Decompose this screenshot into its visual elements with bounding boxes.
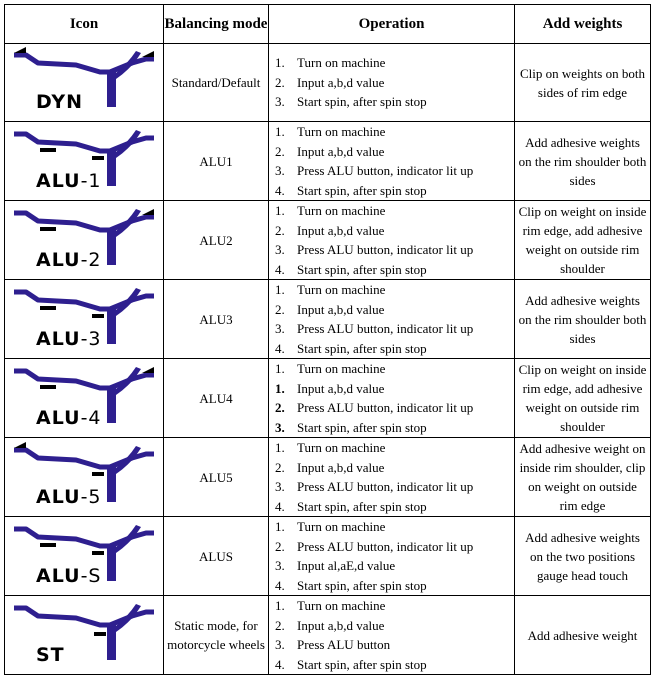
wheel-spoke: [107, 288, 141, 344]
wheel-profile-icon: [10, 361, 158, 436]
clip-weight-outer: [14, 442, 26, 448]
mode-icon-label: [36, 249, 102, 271]
step-number: 4.: [275, 656, 285, 672]
step-text: Turn on machine: [297, 361, 386, 376]
operation-step: [275, 379, 514, 399]
step-text: Turn on machine: [297, 55, 386, 71]
operation-cell: [269, 359, 515, 438]
step-text: Press ALU button, indicator lit up: [297, 479, 474, 494]
table-row: [5, 359, 651, 438]
step-text: Start spin, after spin stop: [297, 498, 427, 514]
mode-icon-label-main: ALU: [36, 485, 81, 508]
operation-step: [275, 517, 514, 537]
header-operation: Operation: [269, 5, 515, 44]
wheel-spoke: [107, 446, 141, 502]
operation-step: [275, 655, 514, 675]
mode-icon-label-suffix: -S: [80, 564, 102, 587]
operation-step: [275, 142, 514, 162]
step-text: Press ALU button, indicator lit up: [297, 400, 474, 415]
step-text: Turn on machine: [297, 519, 386, 534]
wheel-spoke: [107, 130, 141, 186]
table-row: [5, 438, 651, 517]
wheel-profile-icon: [10, 282, 158, 357]
operation-step: [275, 53, 514, 73]
step-number: 4.: [275, 498, 285, 514]
step-text: Input a,b,d value: [297, 617, 385, 633]
operation-step: [275, 477, 514, 497]
static-weight: [94, 632, 106, 636]
step-number: 3.: [275, 558, 285, 573]
clip-weight-inner: [142, 51, 154, 57]
mode-icon-label: [36, 565, 101, 587]
step-number: 1.: [275, 440, 285, 455]
step-number: 1.: [275, 380, 285, 396]
step-number: 3.: [275, 637, 285, 652]
mode-icon-label-main: DYN: [36, 91, 84, 113]
mode-icon-label: [36, 644, 65, 666]
wheel-profile-icon: [10, 519, 158, 594]
step-number: 1.: [275, 282, 285, 297]
step-number: 1.: [275, 203, 285, 218]
step-number: 2.: [275, 74, 285, 90]
operation-step: [275, 240, 514, 260]
icon-cell: [5, 44, 164, 122]
wheel-spoke: [107, 51, 141, 107]
operation-step: [275, 73, 514, 93]
wheel-spoke: [107, 525, 141, 581]
balancing-mode-cell: ALU2: [164, 201, 269, 280]
step-text: Input a,b,d value: [297, 301, 385, 317]
step-number: 2.: [275, 538, 285, 554]
mode-icon-label: [36, 91, 83, 113]
mode-icon-label-suffix: -3: [80, 327, 102, 350]
add-weights-cell: Add adhesive weight on inside rim shoulder, clip on weight on outside rim edge: [515, 438, 651, 517]
step-text: Input a,b,d value: [297, 222, 385, 238]
add-weights-cell: Add adhesive weight: [515, 596, 651, 675]
operation-step: [275, 92, 514, 112]
wheel-profile-icon: [10, 203, 158, 278]
mode-icon-label: [36, 486, 102, 508]
mode-icon-label-main: ALU: [36, 327, 81, 350]
operation-step: [275, 537, 514, 557]
operation-cell: [269, 517, 515, 596]
step-number: 2.: [275, 400, 285, 415]
step-text: Press ALU button, indicator lit up: [297, 242, 474, 257]
step-text: Turn on machine: [297, 440, 386, 455]
icon-cell: [5, 517, 164, 596]
mode-icon-label-suffix: -5: [80, 485, 102, 508]
wheel-profile-icon: [10, 440, 158, 515]
operation-step: [275, 398, 514, 418]
operation-step: [275, 616, 514, 636]
operation-cell: [269, 44, 515, 122]
icon-cell: [5, 201, 164, 280]
add-weights-cell: Clip on weight on inside rim edge, add adhesive weight on outside rim shoulder: [515, 359, 651, 438]
step-number: 1.: [275, 55, 285, 71]
wheel-profile-icon: [10, 598, 158, 673]
step-text: Input a,b,d value: [297, 459, 385, 475]
wheel-profile-icon: [10, 124, 158, 199]
mode-icon-label-main: ALU: [36, 564, 81, 587]
step-number: 4.: [275, 577, 285, 593]
operation-cell: [269, 122, 515, 201]
mode-icon-label: [36, 407, 102, 429]
step-text: Input a,b,d value: [297, 143, 385, 159]
operation-step: [275, 418, 514, 438]
mode-icon-label-main: ALU: [36, 248, 81, 271]
step-text: Input al,aE,d value: [297, 558, 396, 573]
icon-cell: [5, 359, 164, 438]
step-text: Press ALU button, indicator lit up: [297, 163, 474, 178]
operation-cell: [269, 280, 515, 359]
step-number: 2.: [275, 222, 285, 238]
adhesive-weight-outer: [40, 227, 56, 231]
step-number: 1.: [275, 598, 285, 613]
rim-profile-icon: [10, 45, 158, 120]
adhesive-weight-outer: [40, 385, 56, 389]
adhesive-weight-inner: [92, 551, 104, 555]
step-number: 3.: [275, 94, 285, 110]
operation-cell: [269, 201, 515, 280]
table-row: [5, 122, 651, 201]
add-weights-cell: Clip on weights on both sides of rim edge: [515, 44, 651, 122]
step-text: Turn on machine: [297, 598, 386, 613]
step-number: 3.: [275, 479, 285, 494]
step-number: 4.: [275, 261, 285, 277]
wheel-spoke: [107, 604, 141, 660]
operation-step: [275, 635, 514, 655]
mode-icon-label-main: ST: [36, 643, 65, 666]
table-row: [5, 517, 651, 596]
mode-icon-label-suffix: -2: [80, 248, 102, 271]
table-row: [5, 44, 651, 122]
adhesive-weight-inner: [92, 156, 104, 160]
add-weights-cell: Add adhesive weights on the rim shoulder both sides: [515, 280, 651, 359]
operation-step: [275, 181, 514, 201]
icon-cell: [5, 122, 164, 201]
balancing-mode-cell: Static mode, for motorcycle wheels: [164, 596, 269, 675]
clip-weight-outer: [14, 47, 26, 53]
operation-step: [275, 458, 514, 478]
table-body: [5, 44, 651, 675]
operation-step: [275, 596, 514, 616]
operation-step: [275, 339, 514, 359]
step-text: Press ALU button: [297, 637, 391, 652]
step-number: 1.: [275, 519, 285, 534]
balancing-modes-table: [4, 4, 651, 675]
mode-icon-label: [36, 328, 102, 350]
step-number: 4.: [275, 182, 285, 198]
step-text: Start spin, after spin stop: [297, 182, 427, 198]
step-number: 4.: [275, 340, 285, 356]
step-number: 2.: [275, 143, 285, 159]
header-add-weights: Add weights: [515, 5, 651, 44]
operation-step: [275, 260, 514, 280]
wheel-spoke: [107, 367, 141, 423]
balancing-mode-cell: ALU4: [164, 359, 269, 438]
balancing-mode-cell: ALU1: [164, 122, 269, 201]
icon-cell: [5, 280, 164, 359]
balancing-mode-cell: ALU3: [164, 280, 269, 359]
step-text: Start spin, after spin stop: [297, 340, 427, 356]
operation-step: [275, 438, 514, 458]
table-header-row: [5, 5, 651, 44]
add-weights-cell: Clip on weight on inside rim edge, add adhesive weight on outside rim shoulder: [515, 201, 651, 280]
adhesive-weight-inner: [92, 472, 104, 476]
operation-step: [275, 300, 514, 320]
operation-step: [275, 497, 514, 517]
mode-icon-label-suffix: -1: [80, 169, 102, 192]
step-number: 2.: [275, 301, 285, 317]
operation-step: [275, 280, 514, 300]
table-row: [5, 596, 651, 675]
balancing-mode-cell: ALUS: [164, 517, 269, 596]
step-number: 2.: [275, 617, 285, 633]
operation-step: [275, 576, 514, 596]
icon-cell: [5, 596, 164, 675]
operation-step: [275, 556, 514, 576]
step-text: Input a,b,d value: [297, 380, 385, 396]
add-weights-cell: Add adhesive weights on the rim shoulder both sides: [515, 122, 651, 201]
adhesive-weight-inner: [92, 314, 104, 318]
icon-cell: [5, 438, 164, 517]
step-number: 3.: [275, 163, 285, 178]
operation-step: [275, 359, 514, 379]
adhesive-weight-outer: [40, 543, 56, 547]
mode-icon-label: [36, 170, 102, 192]
step-number: 2.: [275, 459, 285, 475]
operation-cell: [269, 596, 515, 675]
clip-weight-inner: [142, 367, 154, 373]
operation-step: [275, 319, 514, 339]
balancing-mode-cell: ALU5: [164, 438, 269, 517]
balancing-mode-cell: Standard/Default: [164, 44, 269, 122]
step-text: Turn on machine: [297, 203, 386, 218]
operation-cell: [269, 438, 515, 517]
clip-weight-inner: [142, 209, 154, 215]
step-text: Start spin, after spin stop: [297, 419, 427, 435]
step-number: 3.: [275, 419, 285, 435]
step-number: 3.: [275, 321, 285, 336]
header-balancing-mode: Balancing mode: [164, 5, 269, 44]
wheel-profile-icon: [10, 45, 158, 120]
step-text: Start spin, after spin stop: [297, 94, 427, 110]
step-text: Turn on machine: [297, 282, 386, 297]
operation-step: [275, 122, 514, 142]
step-number: 3.: [275, 242, 285, 257]
step-text: Start spin, after spin stop: [297, 261, 427, 277]
step-text: Press ALU button, indicator lit up: [297, 538, 474, 554]
step-text: Press ALU button, indicator lit up: [297, 321, 474, 336]
table-row: [5, 201, 651, 280]
step-text: Turn on machine: [297, 124, 386, 139]
rim-profile-icon: [10, 598, 158, 673]
operation-step: [275, 201, 514, 221]
step-number: 1.: [275, 361, 285, 376]
wheel-spoke: [107, 209, 141, 265]
operation-step: [275, 161, 514, 181]
mode-icon-label-main: ALU: [36, 406, 81, 429]
add-weights-cell: Add adhesive weights on the two positions gauge head touch: [515, 517, 651, 596]
adhesive-weight-outer: [40, 306, 56, 310]
operation-step: [275, 221, 514, 241]
table-row: [5, 280, 651, 359]
header-icon: Icon: [5, 5, 164, 44]
step-text: Start spin, after spin stop: [297, 577, 427, 593]
step-number: 1.: [275, 124, 285, 139]
step-text: Input a,b,d value: [297, 74, 385, 90]
adhesive-weight-outer: [40, 148, 56, 152]
step-text: Start spin, after spin stop: [297, 656, 427, 672]
mode-icon-label-suffix: -4: [80, 406, 102, 429]
mode-icon-label-main: ALU: [36, 169, 81, 192]
